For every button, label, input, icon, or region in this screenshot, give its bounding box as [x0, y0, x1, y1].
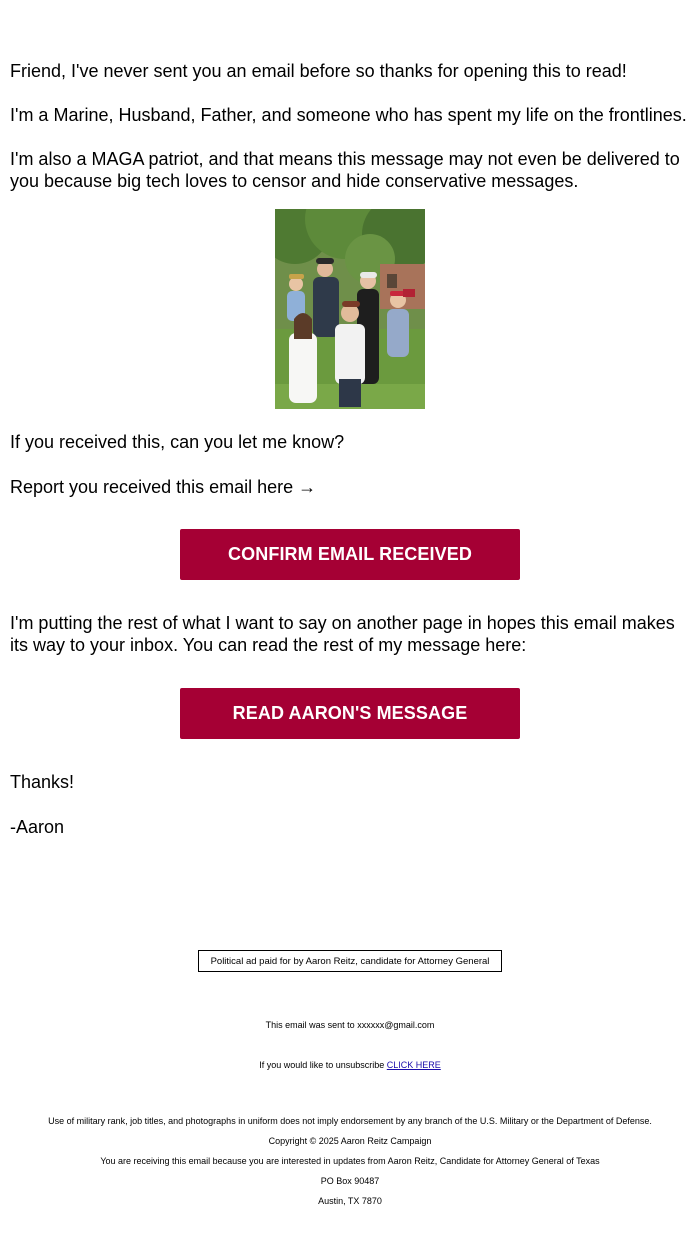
thanks-text: Thanks!: [10, 772, 75, 792]
signature-text: -Aaron: [10, 817, 65, 837]
unsubscribe-link[interactable]: CLICK HERE: [386, 1060, 441, 1070]
po-box-text: PO Box 90487: [320, 1176, 380, 1186]
sent-to-text: This email was sent to xxxxxx@gmail.com: [265, 1020, 435, 1030]
rest-of-message-paragraph: I'm putting the rest of what I want to say on another page in hopes this email makes its way to your inbox. You can read the rest of my message here:: [10, 613, 675, 655]
political-ad-disclaimer: Political ad paid for by Aaron Reitz, candidate for Attorney General: [198, 950, 502, 972]
unsubscribe-prefix: If you would like to unsubscribe: [259, 1060, 387, 1070]
unsubscribe-line: [0, 1059, 700, 1071]
receiving-reason-text: You are receiving this email because you are interested in updates from Aaron Reitz, Candidate for Attorney General of Texas: [100, 1156, 600, 1166]
city-text: Austin, TX 7870: [318, 1196, 382, 1206]
confirm-email-button[interactable]: CONFIRM EMAIL RECEIVED: [180, 529, 520, 580]
greeting-paragraph: Friend, I've never sent you an email before so thanks for opening this to read!: [10, 61, 627, 81]
maga-paragraph: I'm also a MAGA patriot, and that means this message may not even be delivered to you because big tech loves to censor and hide conservative messages.: [10, 149, 680, 191]
intro-paragraph: I'm a Marine, Husband, Father, and someone who has spent my life on the frontlines.: [10, 105, 687, 125]
copyright-text: Copyright © 2025 Aaron Reitz Campaign: [268, 1136, 432, 1146]
family-photo: [275, 209, 425, 409]
report-paragraph: Report you received this email here →: [10, 477, 317, 497]
question-paragraph: If you received this, can you let me know?: [10, 432, 345, 452]
read-message-button[interactable]: READ AARON'S MESSAGE: [180, 688, 520, 739]
military-notice: Use of military rank, job titles, and photographs in uniform does not imply endorsement by any branch of the U.S. Military or the Department of Defense.: [48, 1116, 652, 1126]
